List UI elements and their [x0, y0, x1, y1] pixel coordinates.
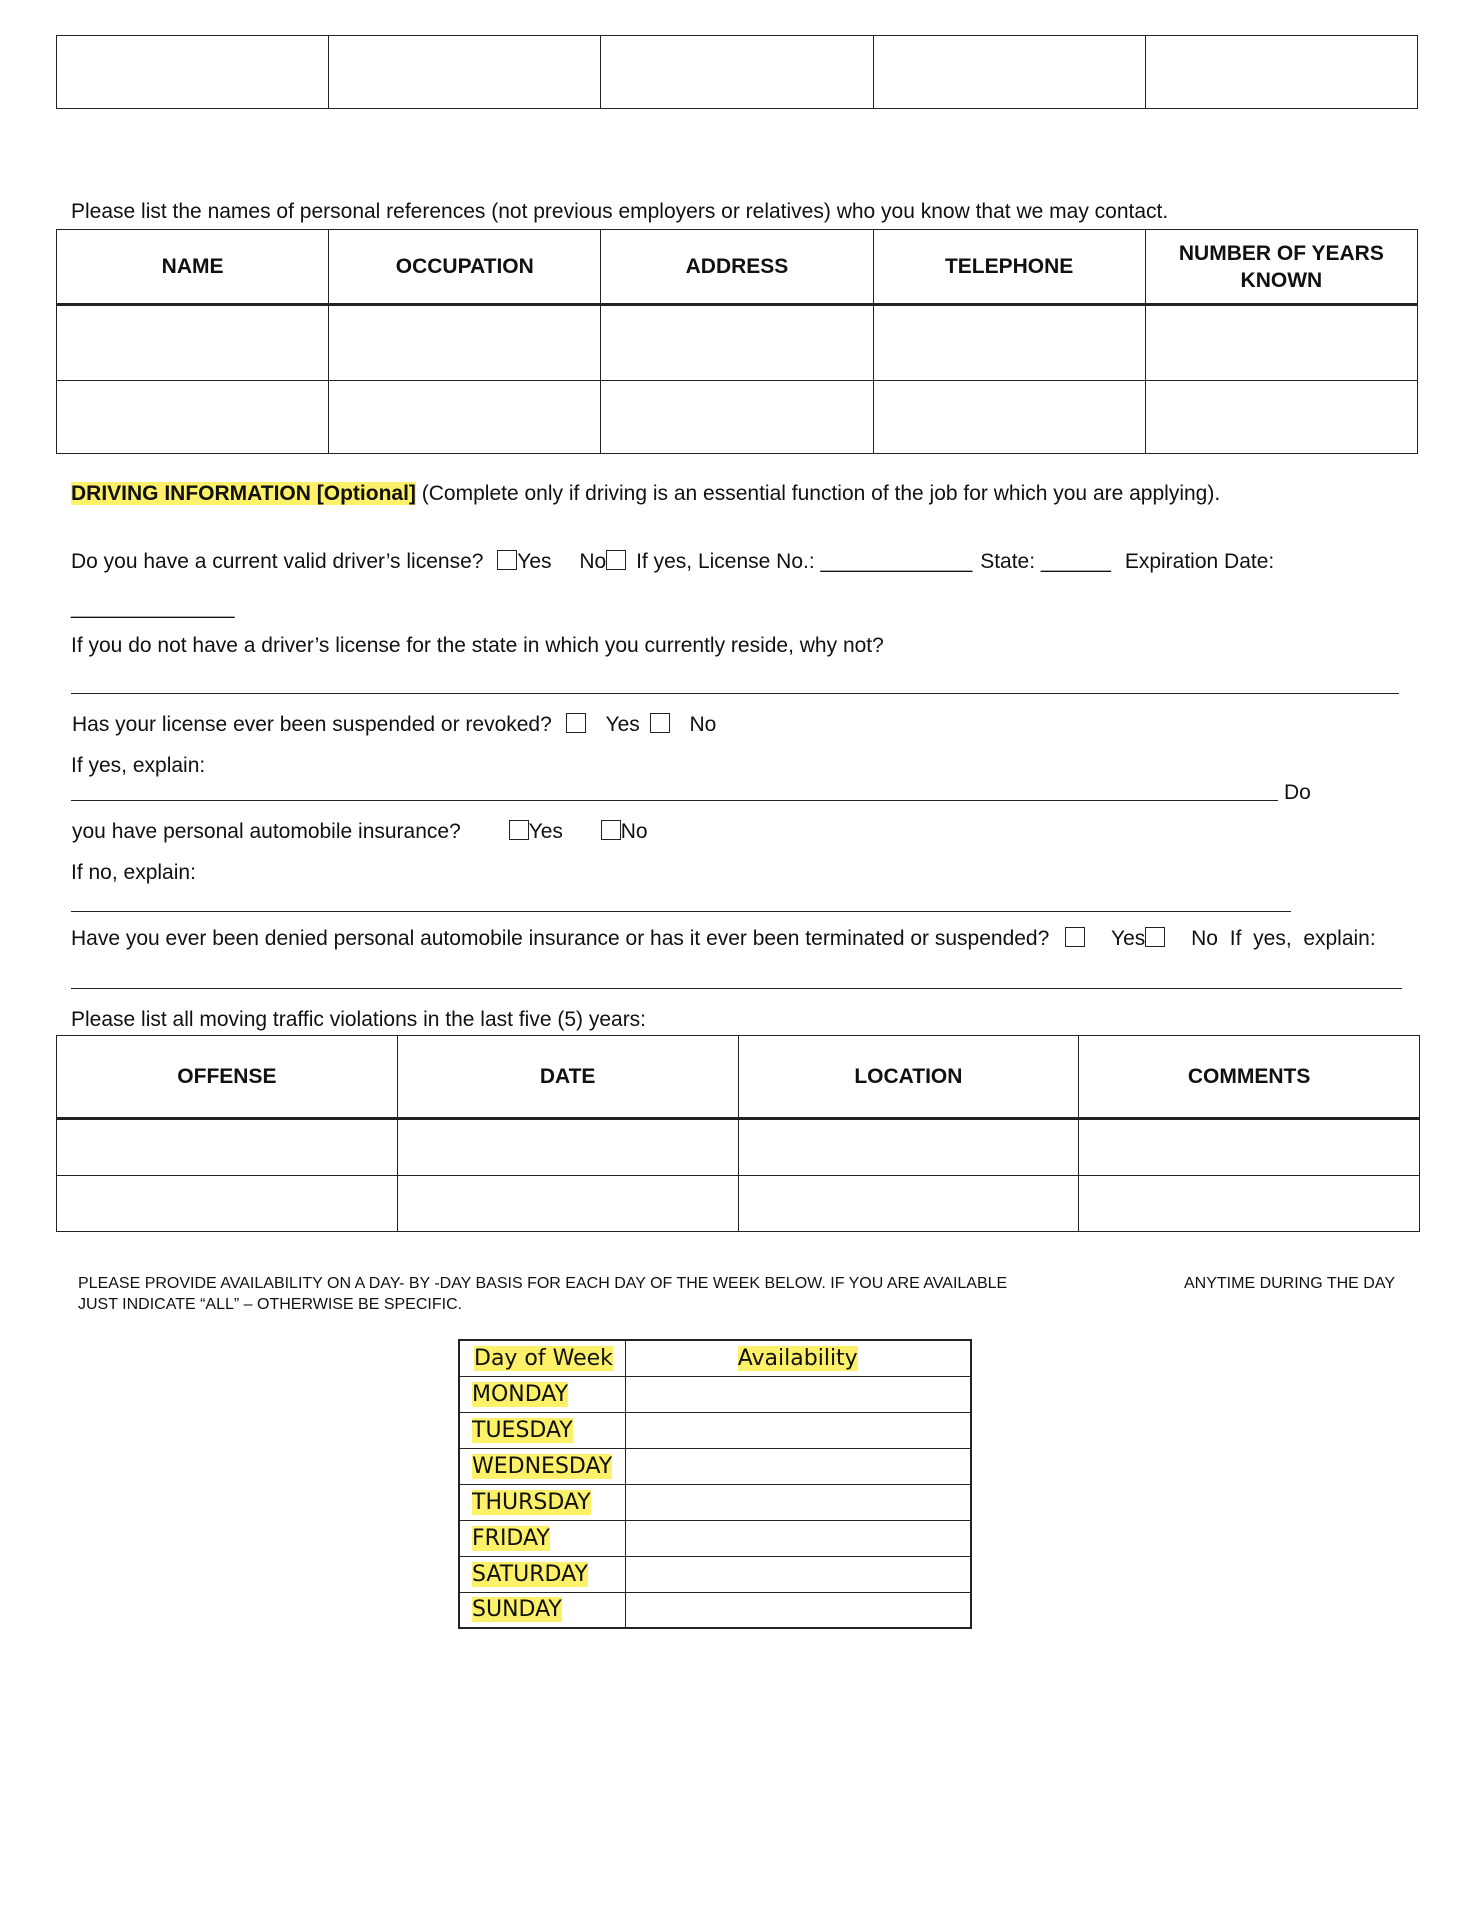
header-comments: COMMENTS [1079, 1036, 1420, 1119]
reference-cell[interactable] [601, 381, 873, 454]
suspended-question-row [72, 713, 716, 737]
violation-cell[interactable] [57, 1119, 398, 1176]
suspended-yes-label: Yes [605, 713, 640, 736]
reference-cell[interactable] [601, 305, 873, 381]
availability-input[interactable] [625, 1592, 971, 1628]
suspended-no-checkbox[interactable] [650, 713, 670, 733]
availability-input[interactable] [625, 1412, 971, 1448]
availability-note-right: ANYTIME DURING THE DAY [1184, 1275, 1395, 1292]
day-label-tuesday: TUESDAY [472, 1417, 573, 1443]
reference-cell[interactable] [1145, 305, 1417, 381]
reference-cell[interactable] [57, 305, 329, 381]
day-cell [459, 1376, 625, 1412]
no-license-question: If you do not have a driver’s license for the state in which you currently reside, why not? [71, 634, 884, 657]
violation-cell[interactable] [397, 1119, 738, 1176]
day-cell [459, 1412, 625, 1448]
header-date: DATE [397, 1036, 738, 1119]
license-no-checkbox[interactable] [606, 550, 626, 570]
reference-cell[interactable] [1145, 381, 1417, 454]
driving-subtitle: (Complete only if driving is an essential function of the job for which you are applying). [421, 482, 1221, 505]
denied-explain-label: If yes, explain: [1229, 927, 1376, 950]
denied-question-row [71, 927, 1376, 951]
violation-cell[interactable] [1079, 1176, 1420, 1232]
header-availability [625, 1340, 971, 1376]
blank-cell[interactable] [57, 36, 329, 109]
reference-cell[interactable] [329, 305, 601, 381]
references-table [56, 229, 1418, 454]
denied-yes-label: Yes [1110, 927, 1146, 950]
blank-cell[interactable] [873, 36, 1145, 109]
expiration-date-field[interactable]: ______________ [71, 596, 235, 619]
availability-input[interactable] [625, 1448, 971, 1484]
denied-no-label: No [1191, 927, 1218, 950]
driving-heading-row [71, 482, 1220, 506]
top-blank-table [56, 35, 1418, 109]
day-cell [459, 1448, 625, 1484]
availability-label: Availability [737, 1345, 858, 1371]
license-question: Do you have a current valid driver’s license? [71, 550, 484, 573]
availability-table [458, 1339, 972, 1629]
denied-question: Have you ever been denied personal automobile insurance or has it ever been terminated or suspended? [71, 927, 1050, 950]
insurance-yes-checkbox[interactable] [509, 820, 529, 840]
day-label-monday: MONDAY [472, 1381, 569, 1407]
license-number-field[interactable]: If yes, License No.: _____________ [636, 550, 973, 573]
insurance-yes-label: Yes [528, 820, 563, 843]
header-offense: OFFENSE [57, 1036, 398, 1119]
header-location: LOCATION [738, 1036, 1079, 1119]
availability-input[interactable] [625, 1484, 971, 1520]
header-occupation: OCCUPATION [329, 230, 601, 305]
violation-cell[interactable] [738, 1176, 1079, 1232]
suspended-yes-checkbox[interactable] [566, 713, 586, 733]
day-of-week-label: Day of Week [474, 1345, 613, 1371]
day-cell [459, 1592, 625, 1628]
insurance-no-label: No [620, 820, 648, 843]
reference-cell[interactable] [873, 381, 1145, 454]
day-label-sunday: SUNDAY [472, 1597, 562, 1623]
license-yes-label: Yes [517, 550, 552, 573]
availability-input[interactable] [625, 1520, 971, 1556]
suspended-question: Has your license ever been suspended or revoked? [72, 713, 552, 736]
day-cell [459, 1556, 625, 1592]
reference-cell[interactable] [57, 381, 329, 454]
insurance-question-row [72, 820, 648, 844]
denied-no-checkbox[interactable] [1145, 927, 1165, 947]
insurance-explain-label: If no, explain: [71, 861, 196, 884]
license-expiration-label: Expiration Date: [1124, 550, 1275, 573]
insurance-explain-line[interactable] [71, 911, 1291, 912]
insurance-question: you have personal automobile insurance? [72, 820, 461, 843]
driving-title: DRIVING INFORMATION [Optional] [71, 482, 416, 505]
suspended-explain-line[interactable] [71, 800, 1278, 801]
suspended-explain-label: If yes, explain: [71, 754, 206, 777]
availability-input[interactable] [625, 1556, 971, 1592]
blank-cell[interactable] [1145, 36, 1417, 109]
do-word: Do [1284, 781, 1311, 804]
header-telephone: TELEPHONE [873, 230, 1145, 305]
violations-intro: Please list all moving traffic violations in the last five (5) years: [71, 1008, 647, 1031]
blank-cell[interactable] [329, 36, 601, 109]
license-no-label: No [579, 550, 607, 573]
references-intro: Please list the names of personal references (not previous employers or relatives) who you know that we may contact. [71, 200, 1169, 223]
violations-table [56, 1035, 1420, 1232]
day-label-thursday: THURSDAY [472, 1489, 591, 1515]
denied-yes-checkbox[interactable] [1065, 927, 1085, 947]
day-label-saturday: SATURDAY [472, 1561, 588, 1587]
blank-cell[interactable] [601, 36, 873, 109]
denied-explain-line[interactable] [71, 988, 1402, 989]
day-label-wednesday: WEDNESDAY [472, 1453, 613, 1479]
license-state-field[interactable]: State: ______ [980, 550, 1111, 573]
availability-note-line2: JUST INDICATE “ALL” – OTHERWISE BE SPECIFIC. [78, 1296, 463, 1313]
violation-cell[interactable] [397, 1176, 738, 1232]
violation-cell[interactable] [57, 1176, 398, 1232]
day-label-friday: FRIDAY [472, 1525, 550, 1551]
license-yes-checkbox[interactable] [497, 550, 517, 570]
availability-note-line1: PLEASE PROVIDE AVAILABILITY ON A DAY- BY -DAY BASIS FOR EACH DAY OF THE WEEK BELOW. IF YOU ARE AVAILABLE [78, 1275, 1008, 1292]
day-cell [459, 1520, 625, 1556]
reference-cell[interactable] [329, 381, 601, 454]
header-day-of-week [459, 1340, 625, 1376]
day-cell [459, 1484, 625, 1520]
violation-cell[interactable] [738, 1119, 1079, 1176]
header-years-known: NUMBER OF YEARS KNOWN [1145, 230, 1417, 305]
header-name: NAME [57, 230, 329, 305]
violation-cell[interactable] [1079, 1119, 1420, 1176]
header-address: ADDRESS [601, 230, 873, 305]
suspended-no-label: No [689, 713, 717, 736]
insurance-no-checkbox[interactable] [601, 820, 621, 840]
reference-cell[interactable] [873, 305, 1145, 381]
no-license-answer-line[interactable] [71, 693, 1399, 694]
license-question-row [71, 550, 1274, 574]
availability-input[interactable] [625, 1376, 971, 1412]
